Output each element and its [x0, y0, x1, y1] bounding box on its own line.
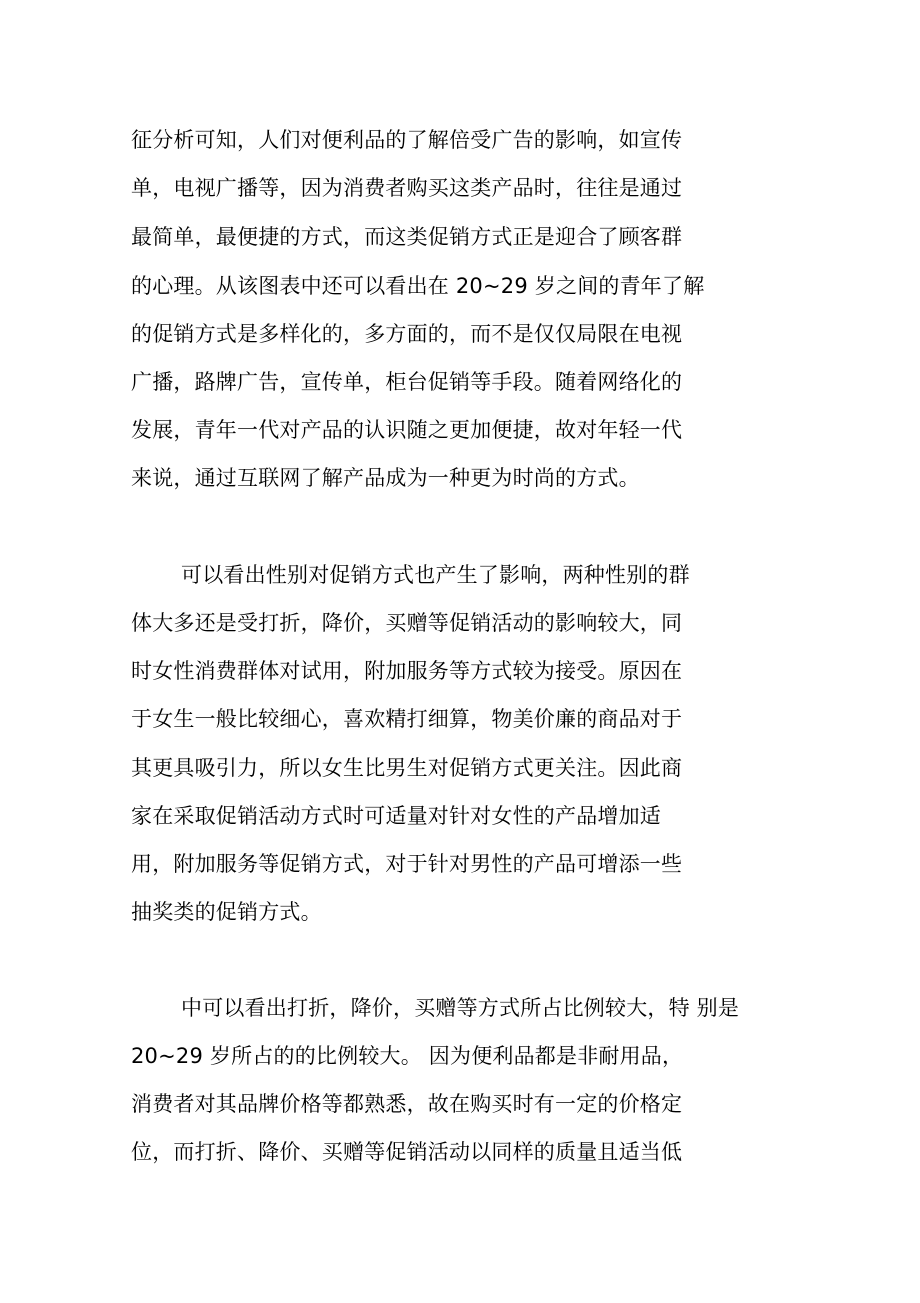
paragraph-1-line-4: 的心理。从该图表中还可以看出在 20~29 岁之间的青年了解	[131, 274, 705, 298]
paragraph-2-line-3: 时女性消费群体对试用，附加服务等方式较为接受。原因在	[131, 659, 683, 683]
paragraph-2-line-8: 抽奖类的促销方式。	[131, 900, 322, 924]
paragraph-2-line-2: 体大多还是受打折，降价，买赠等促销活动的影响较大，同	[131, 611, 683, 635]
paragraph-3-line-1: 中可以看出打折，降价，买赠等方式所占比例较大，特 别是	[181, 996, 740, 1020]
paragraph-3-line-4: 位，而打折、降价、买赠等促销活动以同样的质量且适当低	[131, 1140, 683, 1164]
paragraph-1-line-8: 来说，通过互联网了解产品成为一种更为时尚的方式。	[131, 466, 640, 490]
paragraph-2-line-7: 用，附加服务等促销方式，对于针对男性的产品可增添一些	[131, 852, 683, 876]
paragraph-2-line-1: 可以看出性别对促销方式也产生了影响，两种性别的群	[181, 563, 690, 587]
paragraph-1-line-3: 最简单，最便捷的方式，而这类促销方式正是迎合了顾客群	[131, 225, 683, 249]
paragraph-1-line-1: 征分析可知，人们对便利品的了解倍受广告的影响，如宣传	[131, 128, 683, 152]
paragraph-2-line-6: 家在采取促销活动方式时可适量对针对女性的产品增加适	[131, 804, 661, 828]
paragraph-2-line-4: 于女生一般比较细心，喜欢精打细算，物美价廉的商品对于	[131, 707, 683, 731]
paragraph-1-line-7: 发展，青年一代对产品的认识随之更加便捷，故对年轻一代	[131, 418, 683, 442]
paragraph-3-line-3: 消费者对其品牌价格等都熟悉，故在购买时有一定的价格定	[131, 1092, 683, 1116]
paragraph-1-line-6: 广播，路牌广告，宣传单，柜台促销等手段。随着网络化的	[131, 370, 683, 394]
paragraph-1-line-5: 的促销方式是多样化的，多方面的，而不是仅仅局限在电视	[131, 322, 683, 346]
paragraph-1-line-2: 单，电视广播等，因为消费者购买这类产品时，往往是通过	[131, 176, 683, 200]
paragraph-3-line-2: 20~29 岁所占的的比例较大。 因为便利品都是非耐用品，	[131, 1044, 684, 1068]
paragraph-2-line-5: 其更具吸引力，所以女生比男生对促销方式更关注。因此商	[131, 756, 683, 780]
